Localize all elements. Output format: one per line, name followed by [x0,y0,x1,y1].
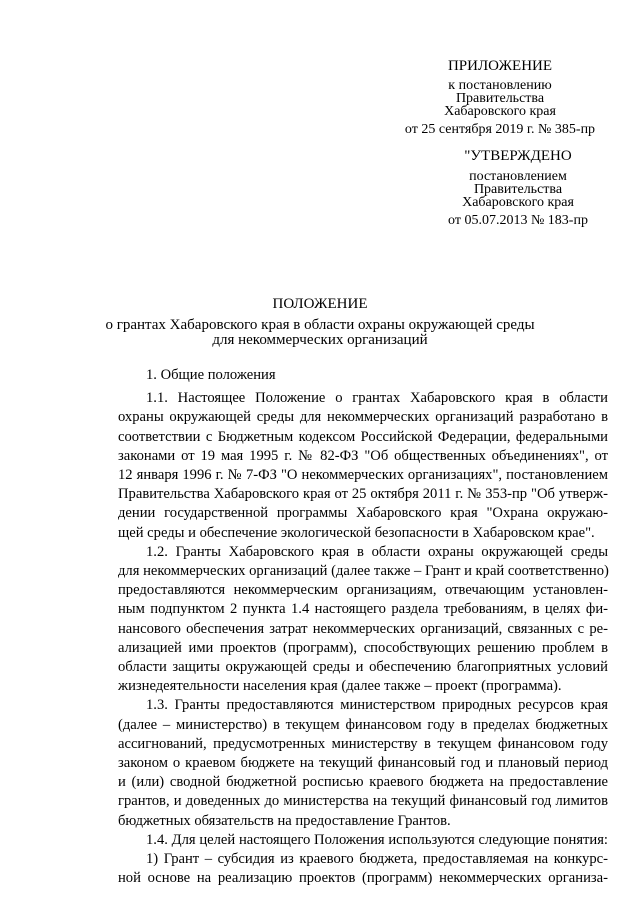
paragraph-line: предоставляются некоммерческим организациям, отвечающим установлен- [118,582,608,599]
approval-title: "УТВЕРЖДЕНО [464,148,572,164]
document-title-block [100,297,540,348]
paragraph-line: 12 января 1996 г. № 7-ФЗ "О некоммерческих организациях", постановлением [118,467,608,484]
document-subtitle: для некоммерческих организаций [212,332,428,348]
paragraph-line: законами от 19 мая 1995 г. № 82-ФЗ "Об общественных объединениях", от [118,447,608,464]
appendix-line: Хабаровского края [444,104,556,119]
appendix-line: от 25 сентября 2019 г. № 385-пр [404,122,596,137]
paragraph-line: дении государственной программы Хабаровского края "Охрана окружаю- [118,505,608,522]
paragraph-line: охраны окружающей среды для некоммерческих организаций разработано в [118,409,608,426]
appendix-line: Правительства [455,91,545,106]
paragraph-line: 1.4. Для целей настоящего Положения используются следующие понятия: [146,831,608,848]
appendix-block [370,60,630,136]
approval-line: постановлением [469,169,567,184]
approval-line: Правительства [473,182,563,197]
approval-block [400,150,636,227]
paragraph-line: (далее – министерство) в текущем финансовом году в пределах бюджетных [118,716,608,733]
paragraph-line: области защиты окружающей среды и обеспечению благоприятных условий [118,659,608,676]
paragraph-line: 1) Грант – субсидия из краевого бюджета, предоставляемая на конкурс- [146,851,608,868]
paragraph-line: нансового обеспечения затрат некоммерческих организаций, связанных с ре- [118,620,608,637]
paragraph-line: ассигнований, предусмотренных министерству в текущем финансовом году [118,735,608,752]
paragraph-line: ным подпунктом 2 пункта 1.4 настоящего раздела требованиям, в целях фи- [118,601,608,618]
section-heading: 1. Общие положения [146,367,276,383]
paragraph-line: для некоммерческих организаций (далее также – Грант и край соответственно) [118,563,609,580]
approval-line: Хабаровского края [462,195,574,210]
paragraph-line: ализацией ими проектов (программ), способствующих решению проблем в [118,639,608,656]
paragraph-line: жизнедеятельности населения края (далее также – проект (программа). [118,678,562,695]
paragraph-line: ной основе на реализацию проектов (программ) некоммерческих организа- [118,870,608,887]
appendix-title: ПРИЛОЖЕНИЕ [447,58,553,74]
document-body [118,366,608,888]
paragraph-line: грантов, и доведенных до министерства на текущий финансовый год лимитов [118,793,608,810]
paragraph-line: Правительства Хабаровского края от 25 октября 2011 г. № 353-пр "Об утверж- [118,486,608,503]
paragraph-line: 1.2. Гранты Хабаровского края в области охраны окружающей среды [146,543,608,560]
document-title: ПОЛОЖЕНИЕ [272,296,368,312]
paragraph-line: и (или) сводной бюджетной росписью краевого бюджета на предоставление [118,774,608,791]
paragraph-line: 1.3. Гранты предоставляются министерством природных ресурсов края [146,697,608,714]
document-subtitle: о грантах Хабаровского края в области охраны окружающей среды [105,317,535,333]
paragraph-line: щей среды и обеспечение экологической безопасности в Хабаровском крае". [118,524,595,541]
paragraph-line: 1.1. Настоящее Положение о грантах Хабаровского края в области [146,390,608,407]
paragraph-line: законом о краевом бюджете на текущий финансовый год и плановый период [118,755,608,772]
appendix-line: к постановлению [448,78,552,93]
paragraph-line: бюджетных обязательств на предоставление Грантов. [118,812,451,829]
approval-line: от 05.07.2013 № 183-пр [448,213,588,228]
paragraph-line: соответствии с Бюджетным кодексом Российской Федерации, федеральными [118,428,608,445]
